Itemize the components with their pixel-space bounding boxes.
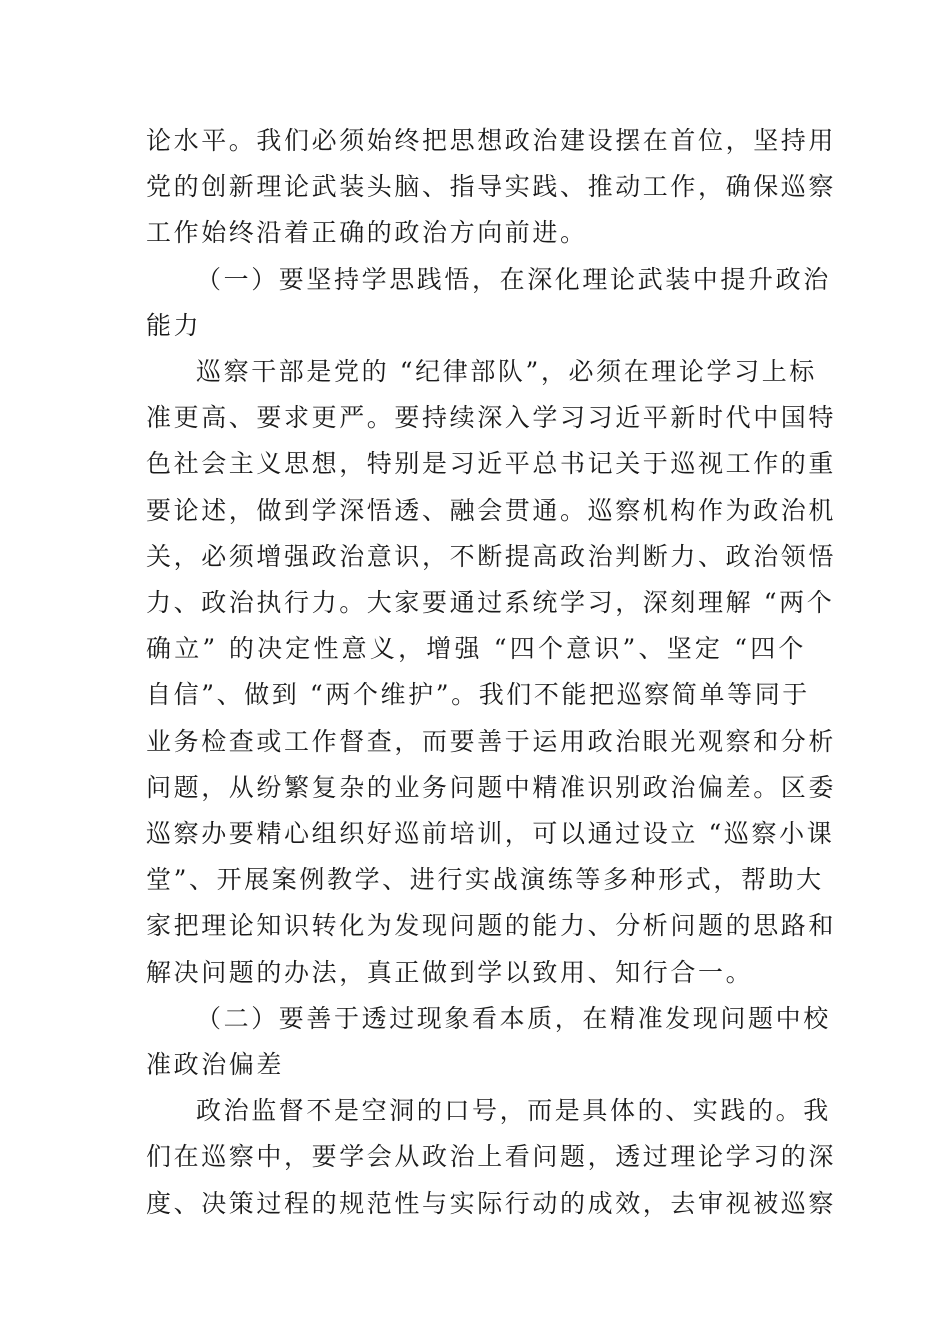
text-line: 家把理论知识转化为发现问题的能力、分析问题的思路和 [146,911,837,941]
text-line: 力、政治执行力。大家要通过系统学习，深刻理解 “两个 [146,588,835,618]
text-line: 准更高、要求更严。要持续深入学习习近平新时代中国特 [146,403,837,433]
text-line: 政治监督不是空洞的口号，而是具体的、实践的。我 [196,1096,831,1126]
heading-line: （二）要善于透过现象看本质，在精准发现问题中校 [196,1003,831,1033]
text-line: 党的创新理论武装头脑、指导实践、推动工作，确保巡察 [146,172,837,202]
text-line: 论水平。我们必须始终把思想政治建设摆在首位，坚持用 [146,126,837,155]
section-heading-2 [146,996,831,1088]
document-body [146,118,837,1227]
text-line: 工作始终沿着正确的政治方向前进。 [146,218,588,248]
text-line: 堂”、开展案例教学、进行实战演练等多种形式，帮助大 [146,865,824,895]
text-line: 色社会主义思想，特别是习近平总书记关于巡视工作的重 [146,449,837,479]
text-line: 自信”、做到 “两个维护”。我们不能把巡察简单等同于 [146,680,810,710]
text-line: 关，必须增强政治意识，不断提高政治判断力、政治领悟 [146,541,837,571]
heading-line: 能力 [146,310,202,340]
paragraph-section-1-body [146,349,837,996]
text-line: 问题，从纷繁复杂的业务问题中精准识别政治偏差。区委 [146,772,837,802]
text-line: 确立” 的决定性意义，增强 “四个意识”、坚定 “四个 [146,634,806,664]
text-line: 们在巡察中，要学会从政治上看问题，透过理论学习的深 [146,1142,837,1172]
section-heading-1 [146,257,831,349]
text-line: 解决问题的办法，真正做到学以致用、知行合一。 [146,957,754,987]
paragraph-intro-continuation [146,118,837,257]
heading-line: 准政治偏差 [146,1050,285,1080]
text-line: 业务检查或工作督查，而要善于运用政治眼光观察和分析 [146,726,837,756]
heading-line: （一）要坚持学思践悟，在深化理论武装中提升政治 [196,264,831,294]
paragraph-section-2-body [146,1088,837,1227]
text-line: 巡察干部是党的 “纪律部队”，必须在理论学习上标 [196,357,817,387]
text-line: 度、决策过程的规范性与实际行动的成效，去审视被巡察 [146,1188,837,1218]
text-line: 要论述，做到学深悟透、融会贯通。巡察机构作为政治机 [146,495,837,525]
text-line: 巡察办要精心组织好巡前培训，可以通过设立 “巡察小课 [146,819,835,849]
